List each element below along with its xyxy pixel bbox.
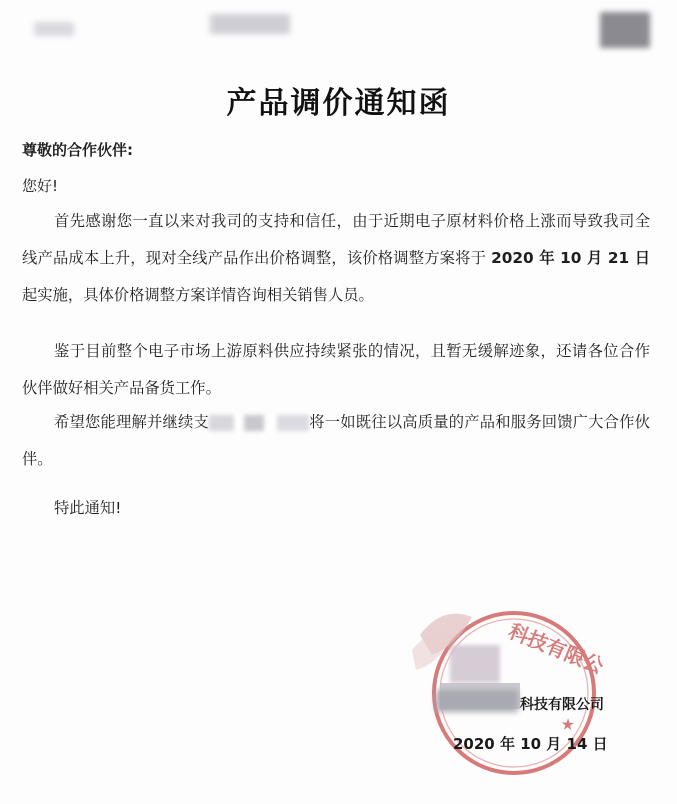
redacted-seal-area	[450, 645, 500, 683]
closing-line: 特此通知!	[54, 499, 122, 517]
para1-text-end: 起实施，具体价格调整方案详情咨询相关销售人员。	[22, 286, 374, 304]
para1-text-start: 首先感谢您一直以来对我司的支持和信任，由于近期电子原材料价格上涨而导致我司全线产品成本上升，现对全线产品作出价格调整，该价格调整方案将于	[22, 212, 650, 267]
signature-date: 2020 年 10 月 14 日	[453, 735, 608, 753]
redacted-header-right	[600, 12, 650, 48]
document-title: 产品调价通知函	[226, 86, 451, 121]
redacted-company-name	[209, 415, 309, 431]
greeting-line: 尊敬的合作伙伴:	[22, 141, 133, 159]
paragraph-supply-notice: 鉴于目前整个电子市场上游原料供应持续紧张的情况，且暂无缓解迹象，还请各位合作伙伴做好相关产品备货工作。	[22, 342, 650, 397]
salutation-line: 您好!	[22, 177, 59, 195]
para3-text-end: 将一如既往以高质量的产品和服务回馈广大合作伙伴。	[22, 413, 650, 468]
redacted-company-prefix	[436, 690, 518, 712]
para3-text-start: 希望您能理解并继续支	[54, 413, 209, 431]
effective-date: 2020 年 10 月 21 日	[491, 249, 650, 267]
paragraph-price-adjustment	[22, 203, 650, 314]
redacted-header-left	[34, 22, 74, 36]
company-name-suffix: 科技有限公司	[520, 697, 604, 713]
svg-text:★: ★	[557, 715, 580, 735]
paragraph-understanding	[22, 404, 650, 478]
seal-text: 科技有限公	[505, 618, 608, 679]
redacted-header-middle	[210, 14, 290, 34]
